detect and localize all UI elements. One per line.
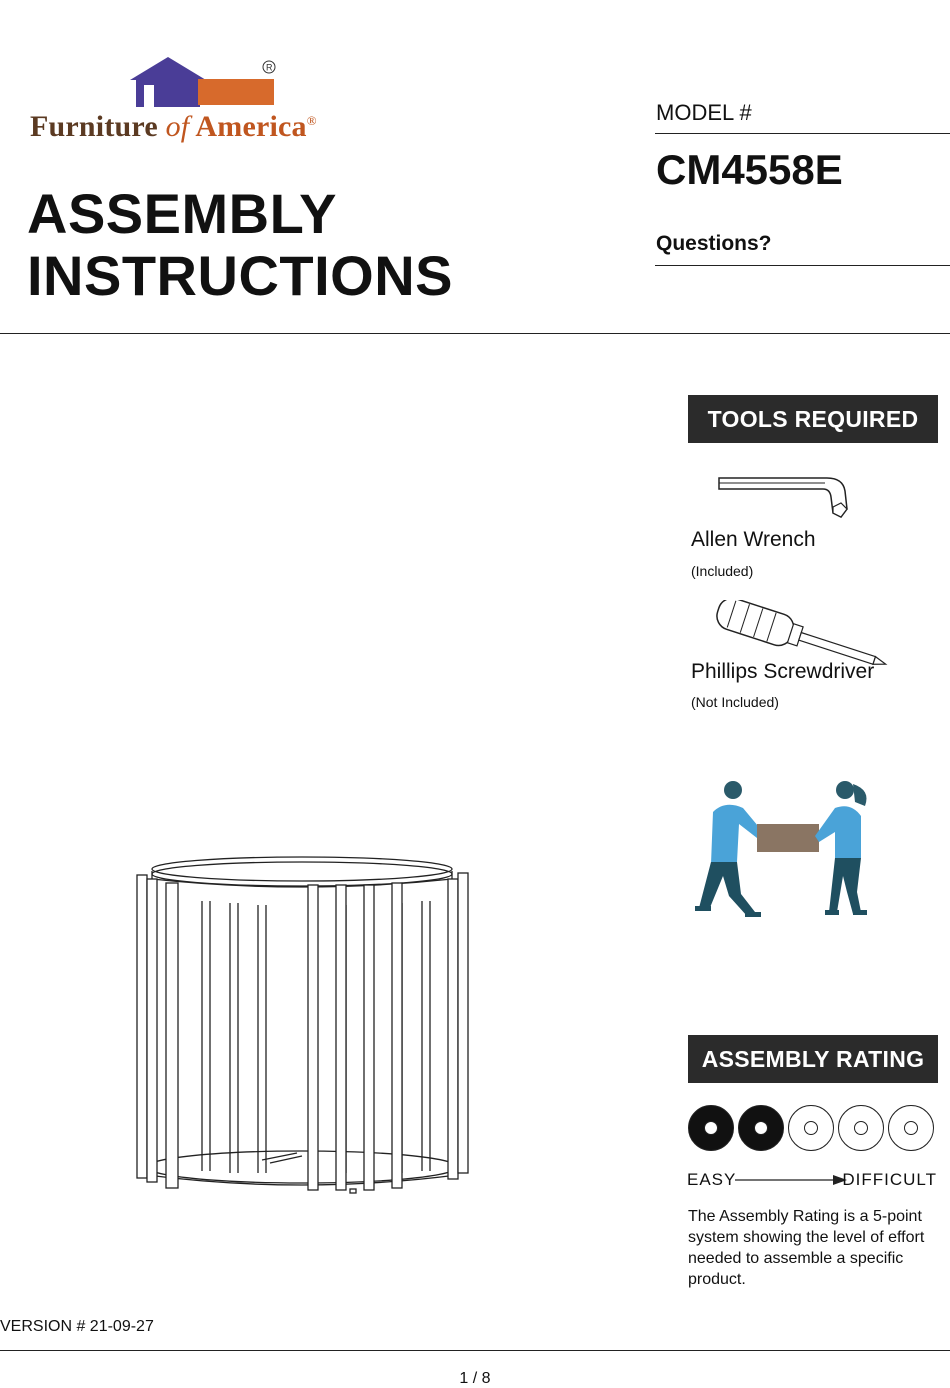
footer-divider	[0, 1350, 950, 1351]
assembly-rating-dots	[688, 1105, 938, 1155]
tool-name-allen-wrench: Allen Wrench	[691, 528, 816, 551]
easy-label: EASY	[687, 1170, 737, 1189]
svg-text:R: R	[266, 62, 273, 73]
rating-scale	[687, 1170, 937, 1190]
tool-note-screwdriver: (Not Included)	[691, 694, 779, 710]
assembly-rating-header: ASSEMBLY RATING	[688, 1035, 938, 1083]
allen-wrench-icon	[715, 473, 855, 521]
rating-dot	[788, 1105, 834, 1151]
difficult-label: DIFFICULT	[842, 1170, 937, 1189]
model-label: MODEL #	[656, 100, 752, 125]
page-number: 1 / 8	[459, 1370, 491, 1387]
two-person-lift-illustration	[685, 772, 885, 922]
brand-name-part2: America	[189, 110, 307, 143]
document-title-line-2: INSTRUCTIONS	[27, 244, 453, 307]
arrow-right-icon	[735, 1174, 847, 1186]
tools-required-header: TOOLS REQUIRED	[688, 395, 938, 443]
brand-name	[30, 110, 317, 144]
rating-dot	[838, 1105, 884, 1151]
version-label: VERSION # 21-09-27	[0, 1318, 154, 1335]
rating-dot	[888, 1105, 934, 1151]
model-number: CM4558E	[656, 146, 843, 193]
divider	[655, 265, 950, 266]
rating-description: The Assembly Rating is a 5-point system showing the level of effort needed to assemble a specific product.	[688, 1208, 925, 1288]
side-table-product-drawing	[132, 855, 477, 1195]
questions-heading: Questions?	[656, 232, 772, 255]
tool-note-allen-wrench: (Included)	[691, 563, 754, 579]
brand-name-of: of	[165, 110, 190, 143]
brand-name-part1: Furniture	[30, 110, 166, 143]
tool-name-screwdriver: Phillips Screwdriver	[691, 660, 875, 683]
rating-dot	[688, 1105, 734, 1151]
header-divider	[0, 333, 950, 334]
registered-mark: ®	[306, 113, 317, 128]
brand-logo-icon	[130, 55, 280, 110]
document-title-line-1: ASSEMBLY	[27, 182, 338, 245]
screwdriver-icon	[712, 600, 897, 668]
divider	[655, 133, 950, 134]
rating-dot	[738, 1105, 784, 1151]
